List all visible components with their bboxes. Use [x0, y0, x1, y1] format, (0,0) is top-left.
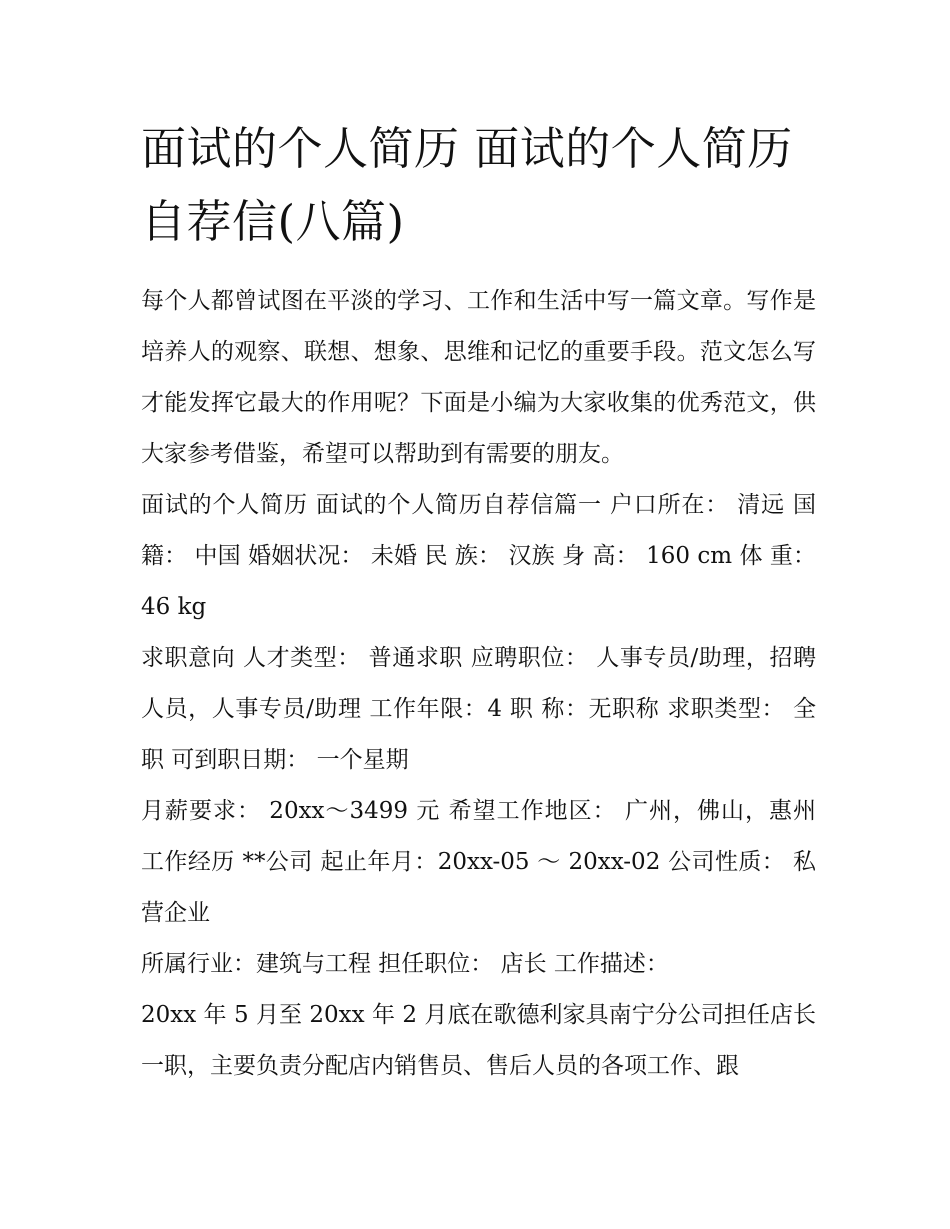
salary-experience-paragraph: 月薪要求： 20xx～3499 元 希望工作地区： 广州，佛山，惠州 工作经历 **公司 起止年月：20xx-05 ～ 20xx-02 公司性质： 私营企业 [141, 798, 816, 926]
document-page [141, 112, 816, 1092]
work-description-paragraph: 20xx 年 5 月至 20xx 年 2 月底在歌德利家具南宁分公司担任店长一职，主要负责分配店内销售员、售后人员的各项工作、跟 [141, 1002, 816, 1079]
industry-position-paragraph: 所属行业：建筑与工程 担任职位： 店长 工作描述： [141, 951, 669, 977]
personal-info-paragraph: 面试的个人简历 面试的个人简历自荐信篇一 户口所在： 清远 国 籍： 中国 婚姻状况： 未婚 民 族： 汉族 身 高： 160 cm 体 重： 46 kg [141, 492, 816, 620]
document-body [141, 276, 816, 1092]
intro-paragraph: 每个人都曾试图在平淡的学习、工作和生活中写一篇文章。写作是培养人的观察、联想、想象、思维和记忆的重要手段。范文怎么写才能发挥它最大的作用呢？下面是小编为大家收集的优秀范文，供大家参考借鉴，希望可以帮助到有需要的朋友。 [141, 288, 816, 467]
job-intention-paragraph: 求职意向 人才类型： 普通求职 应聘职位： 人事专员/助理，招聘人员，人事专员/助理 工作年限：4 职 称：无职称 求职类型： 全职 可到职日期： 一个星期 [141, 645, 816, 773]
document-title: 面试的个人简历 面试的个人简历自荐信(八篇) [141, 122, 793, 248]
